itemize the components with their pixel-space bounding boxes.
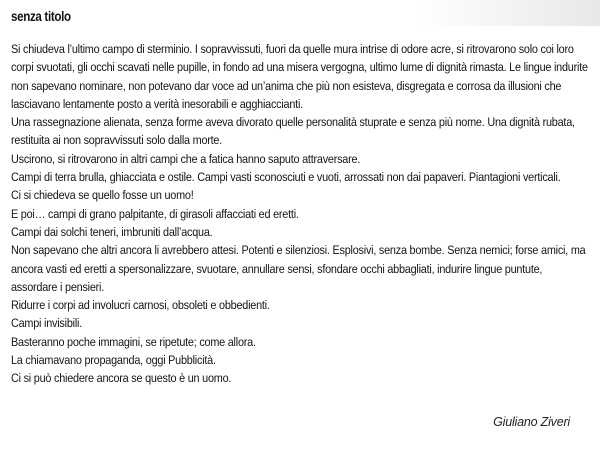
paragraph: Ci si può chiedere ancora se questo è un uomo. — [11, 371, 232, 386]
paragraph: Basteranno poche immagini, se ripetute; come allora. — [11, 334, 256, 349]
paragraph: Ci si chiedeva se quello fosse un uomo! — [11, 188, 194, 203]
paragraph: Uscirono, si ritrovarono in altri campi che a fatica hanno saputo attraversare. — [11, 151, 361, 166]
author-signature: Giuliano Ziveri — [493, 415, 570, 429]
paragraph: E poi… campi di grano palpitante, di girasoli affacciati ed eretti. — [11, 206, 299, 221]
paragraph: Campi di terra brulla, ghiacciata e ostile. Campi vasti sconosciuti e vuoti, arrossati non dai papaveri. Piantagioni verticali. — [11, 170, 561, 185]
paragraph: Campi invisibili. — [11, 316, 82, 331]
paragraph: Una rassegnazione alienata, senza forme aveva divorato quelle personalità stuprate e senza più nome. Una dignità rubata, restituita ai non sopravvissuti solo dalla morte. — [11, 115, 575, 148]
document-title: senza titolo — [11, 9, 71, 24]
paragraph: La chiamavano propaganda, oggi Pubblicità. — [11, 353, 216, 368]
paragraph: Campi dai solchi teneri, imbruniti dall’acqua. — [11, 224, 213, 239]
paragraph: Si chiudeva l’ultimo campo di sterminio. I sopravvissuti, fuori da quelle mura intrise di odore acre, si ritrovarono solo coi loro corpi svuotati, gli occhi scavati nelle pupille, in fondo ad una misera vergogna, ultimo lume di dignità rimasta. Le lingue indurite non sapevano nominare, non potevano dar voce ad un’anima che più non esisteva, disgregata e corrosa da illusioni che lasciavano lentamente posto a verità inesorabili e agghiaccianti. — [11, 42, 588, 111]
paragraph: Non sapevano che altri ancora li avrebbero attesi. Potenti e silenziosi. Esplosivi, senza bombe. Senza nemici; forse amici, ma ancora vasti ed eretti a spersonalizzare, svuotare, annullare sensi, sfondare occhi abbagliati, indurire lingue puntute, assordare i pensieri. — [11, 243, 586, 294]
document-body — [11, 40, 590, 388]
paragraph: Ridurre i corpi ad involucri carnosi, obsoleti e obbedienti. — [11, 298, 270, 313]
